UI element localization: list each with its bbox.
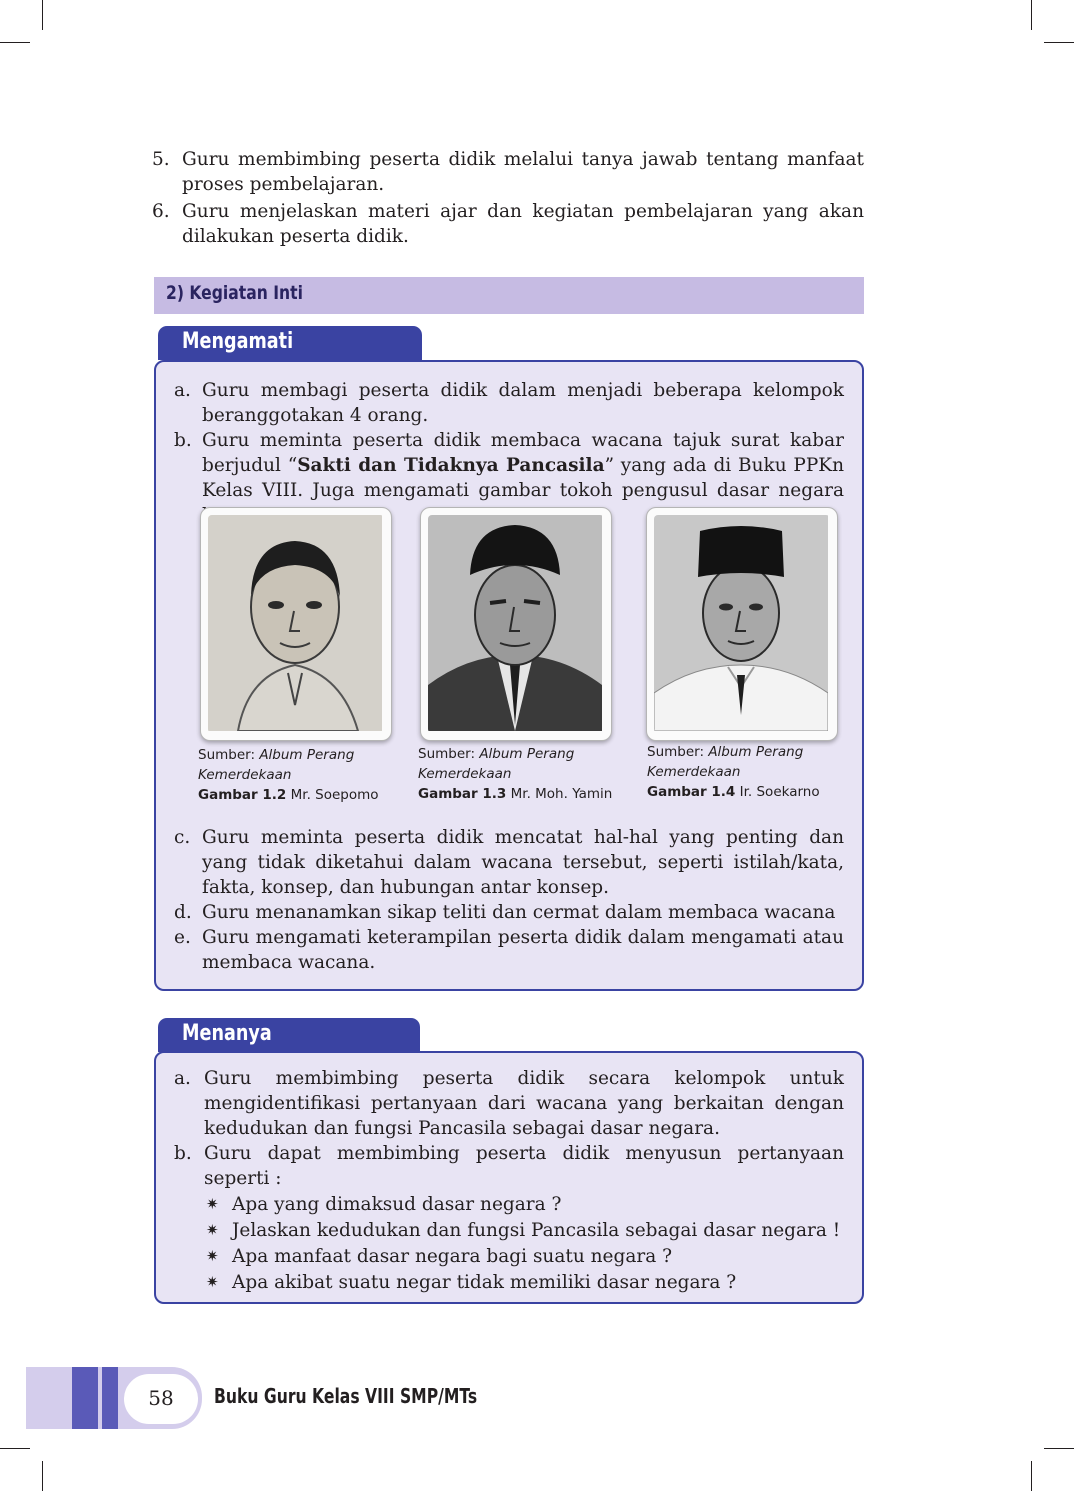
item-label: d. — [174, 902, 192, 923]
item-label: b. — [174, 1143, 192, 1164]
footer-stripe — [102, 1367, 118, 1429]
caption-name: Ir. Soekarno — [739, 784, 820, 800]
page-number: 58 — [148, 1386, 174, 1410]
menanya-tab — [158, 1018, 420, 1052]
photo-soekarno-frame — [646, 507, 838, 741]
crop-mark — [1044, 42, 1074, 43]
item-text: Guru menjelaskan materi ajar dan kegiatan pembelajaran yang akan dilakukan peserta didik. — [182, 201, 864, 247]
item-label: c. — [174, 827, 191, 848]
caption-source: Album Perang Kemerdekaan — [647, 744, 804, 780]
star-bullet-icon: ✷ — [206, 1221, 219, 1239]
list-item — [174, 925, 844, 975]
list-item — [174, 900, 844, 925]
question-text: Jelaskan kedudukan dan fungsi Pancasila sebagai dasar negara ! — [232, 1220, 841, 1241]
item-label: a. — [174, 380, 191, 401]
question-item — [174, 1192, 844, 1217]
mengamati-list-top — [174, 378, 844, 528]
portrait-image — [428, 515, 604, 733]
book-title: Buku Guru Kelas VIII SMP/MTs — [214, 1384, 478, 1408]
list-item — [174, 825, 844, 900]
item-text-pre: Guru meminta peserta didik membaca wacana tajuk surat kabar berjudul “ — [202, 430, 844, 476]
item-number: 6. — [152, 201, 170, 222]
list-item — [174, 1141, 844, 1191]
item-text: Guru dapat membimbing peserta didik menyusun pertanyaan seperti : — [204, 1143, 844, 1189]
figure-caption — [647, 742, 862, 802]
item-text: Guru membagi peserta didik dalam menjadi beberapa kelompok beranggotakan 4 orang. — [202, 380, 844, 426]
caption-name: Mr. Moh. Yamin — [510, 786, 613, 802]
caption-source: Album Perang Kemerdekaan — [198, 747, 355, 783]
caption-source-label: Sumber: — [418, 746, 476, 762]
item-text: Guru membimbing peserta didik secara kelompok untuk mengidentifikasi pertanyaan dari wacana yang berkaitan dengan kedudukan dan fungsi Pancasila sebagai dasar negara. — [204, 1068, 844, 1139]
item-label: e. — [174, 927, 191, 948]
crop-mark — [0, 1448, 30, 1449]
mengamati-tab — [158, 326, 422, 360]
question-item — [174, 1270, 844, 1295]
mengamati-list-bottom — [174, 825, 844, 975]
caption-figure-label: Gambar 1.3 — [418, 786, 507, 802]
crop-mark — [1031, 1461, 1032, 1491]
caption-figure-label: Gambar 1.2 — [198, 787, 287, 803]
photo-soepomo-frame — [200, 507, 392, 741]
section-heading-bar — [154, 277, 864, 314]
question-text: Apa akibat suatu negar tidak memiliki dasar negara ? — [232, 1272, 737, 1293]
caption-figure-label: Gambar 1.4 — [647, 784, 736, 800]
item-label: a. — [174, 1068, 191, 1089]
item-text: Guru menanamkan sikap teliti dan cermat dalam membaca wacana — [202, 902, 836, 923]
list-item — [152, 147, 864, 197]
caption-name: Mr. Soepomo — [290, 787, 379, 803]
crop-mark — [1044, 1448, 1074, 1449]
star-bullet-icon: ✷ — [206, 1247, 219, 1265]
item-text: Guru membimbing peserta didik melalui tanya jawab tentang manfaat proses pembelajaran. — [182, 149, 864, 195]
crop-mark — [42, 1461, 43, 1491]
list-item — [174, 378, 844, 428]
item-number: 5. — [152, 149, 170, 170]
figure-caption — [418, 744, 633, 804]
item-text: Guru mengamati keterampilan peserta didik dalam mengamati atau membaca wacana. — [202, 927, 844, 973]
question-item — [174, 1244, 844, 1269]
section-heading: 2) Kegiatan Inti — [166, 282, 303, 304]
menanya-title: Menanya — [182, 1021, 272, 1046]
footer-stripe — [72, 1367, 98, 1429]
mengamati-title: Mengamati — [182, 329, 294, 354]
figure-caption — [198, 745, 413, 805]
menanya-box — [154, 1051, 864, 1304]
caption-source-label: Sumber: — [647, 744, 705, 760]
photo-yamin-frame — [420, 507, 612, 741]
article-title: Sakti dan Tidaknya Pancasila — [297, 455, 605, 476]
crop-mark — [1031, 0, 1032, 30]
list-item — [174, 1066, 844, 1141]
portrait-image — [654, 515, 830, 733]
question-item — [174, 1218, 844, 1243]
caption-source: Album Perang Kemerdekaan — [418, 746, 575, 782]
page-number-badge — [124, 1374, 198, 1424]
caption-source-label: Sumber: — [198, 747, 256, 763]
mengamati-box — [154, 360, 864, 991]
item-text: Guru meminta peserta didik mencatat hal-hal yang penting dan yang tidak diketahui dalam wacana tersebut, seperti istilah/kata, fakta, konsep, dan hubungan antar konsep. — [202, 827, 844, 898]
star-bullet-icon: ✷ — [206, 1273, 219, 1291]
question-text: Apa manfaat dasar negara bagi suatu negara ? — [232, 1246, 673, 1267]
crop-mark — [42, 0, 43, 30]
star-bullet-icon: ✷ — [206, 1195, 219, 1213]
item-text-post: ” yang ada di Buku PPKn Kelas VIII. Juga mengamati gambar tokoh pengusul dasar negara — [202, 455, 844, 501]
menanya-list — [174, 1066, 844, 1295]
list-item — [152, 199, 864, 249]
crop-mark — [0, 42, 30, 43]
question-text: Apa yang dimaksud dasar negara ? — [232, 1194, 562, 1215]
item-label: b. — [174, 430, 192, 451]
portrait-image — [208, 515, 384, 733]
intro-list — [152, 147, 864, 249]
